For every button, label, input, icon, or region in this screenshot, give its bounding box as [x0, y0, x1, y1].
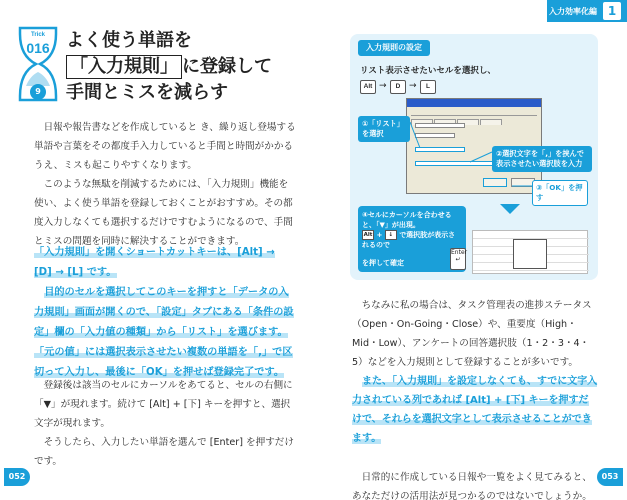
callout-4-line-3: を押して確定 [362, 259, 404, 267]
callout-4-text: で選択肢が表示されるので [362, 231, 456, 249]
paragraph: 日常的に作成している日報や一覧をよく見てみると、あなただけの活用法が見つかるのではないでしょうか。 [352, 472, 592, 500]
key-down: ↓ [385, 230, 397, 240]
paragraph: 日報や報告書などを作成していると き、繰り返し登場する単語や言葉をその都度手入力していると手間と時間がかかるうえ、ミスも起こりやすくなります。 [34, 122, 296, 171]
title-boxed-term: 「入力規則」 [66, 55, 182, 79]
chapter-number: 1 [603, 2, 621, 20]
panel-tag: 入力規則の設定 [358, 40, 430, 56]
paragraph: 登録後は該当のセルにカーソルをあてると、セルの右側に「▼」が現れます。続けて [Alt] + [下] キーを押すと、選択文字が現れます。 [34, 380, 293, 429]
title-line-2-rest: に登録して [182, 56, 272, 77]
highlight-line: 切って入力し、最後に「OK」を押せば登録完了です。 [34, 367, 285, 378]
page-number-right: 053 [597, 468, 623, 486]
arrow-right-icon: → [409, 81, 417, 91]
highlight-block [34, 243, 298, 383]
callout-step-2: ②選択文字を「,」を挟んで表示させたい選択肢を入力 [492, 146, 592, 172]
highlight-line: 力規則」画面が開くので、「設定」タブにある「条件の設 [34, 307, 294, 318]
figure-panel [350, 34, 598, 280]
highlight-line: 「元の値」には選択表示させたい複数の単語を「,」で区 [34, 347, 293, 358]
callout-4-line-2: Alt + ↓ で選択肢が表示されるので [362, 231, 456, 249]
left-body [34, 118, 296, 251]
trick-badge [16, 26, 60, 102]
key-l: L [420, 80, 436, 94]
key-alt: Alt [363, 232, 373, 238]
callout-step-3: ③「OK」を押す [532, 180, 588, 206]
callout-4-line-1: ④セルにカーソルを合わせると、「▼」が出現。 [362, 211, 452, 229]
title-line-3: 手間とミスを減らす [66, 82, 228, 103]
panel-instruction: リスト表示させたいセルを選択し、 [360, 66, 496, 76]
title-line-2 [66, 54, 296, 80]
callout-connectors [350, 34, 598, 280]
page-number-left: 052 [4, 468, 30, 486]
highlight-line: 定」欄の「入力値の種類」から「リスト」を選びます。 [34, 327, 288, 338]
paragraph: このような無駄を削減するためには、「入力規則」機能を使い、よく使う単語を登録しておくことがおすすめ。その都度入力しなくても選択するだけですむようになるので、手間とミスの問題を同時に解決することができます。 [34, 179, 293, 247]
arrow-right-icon: → [379, 81, 387, 91]
key-alt: Alt [360, 80, 376, 94]
highlight-line: [D] → [L] です。 [34, 267, 117, 278]
trick-label: Trick [30, 32, 45, 38]
key-enter: Enter ↵ [450, 248, 466, 270]
time-badge: 9 [30, 84, 46, 100]
page-title [66, 28, 296, 106]
left-body-2 [34, 376, 296, 471]
title-line-1: よく使う単語を [66, 30, 192, 51]
callout-step-1: ①「リスト」を選択 [358, 116, 410, 142]
paragraph: ちなみに私の場合は、タスク管理表の進捗ステータス（Open・On-Going・Close）や、重要度（High・Mid・Low）、アンケートの回答選択肢（1・2・3・4・5）などを入力規則として登録することが多いです。 [352, 300, 592, 368]
chapter-header [547, 0, 627, 22]
paragraph: そうしたら、入力したい単語を選んで [Enter] を押すだけです。 [34, 437, 294, 467]
chapter-title: 入力効率化編 [549, 7, 597, 16]
highlight-line: 「入力規則」を開くショートカットキーは、[Alt] → [34, 247, 275, 258]
trick-number: 016 [26, 40, 50, 56]
key-d: D [390, 80, 406, 94]
highlight-line: 目的のセルを選択してこのキーを押すと「データの入 [44, 287, 289, 298]
highlight-paragraph: また、「入力規則」を設定しなくても、すでに文字入力されている列であれば [Alt] + [下] キーを押すだけで、それらを選択文字として表示させることができます。 [352, 376, 598, 444]
right-body [352, 296, 598, 500]
